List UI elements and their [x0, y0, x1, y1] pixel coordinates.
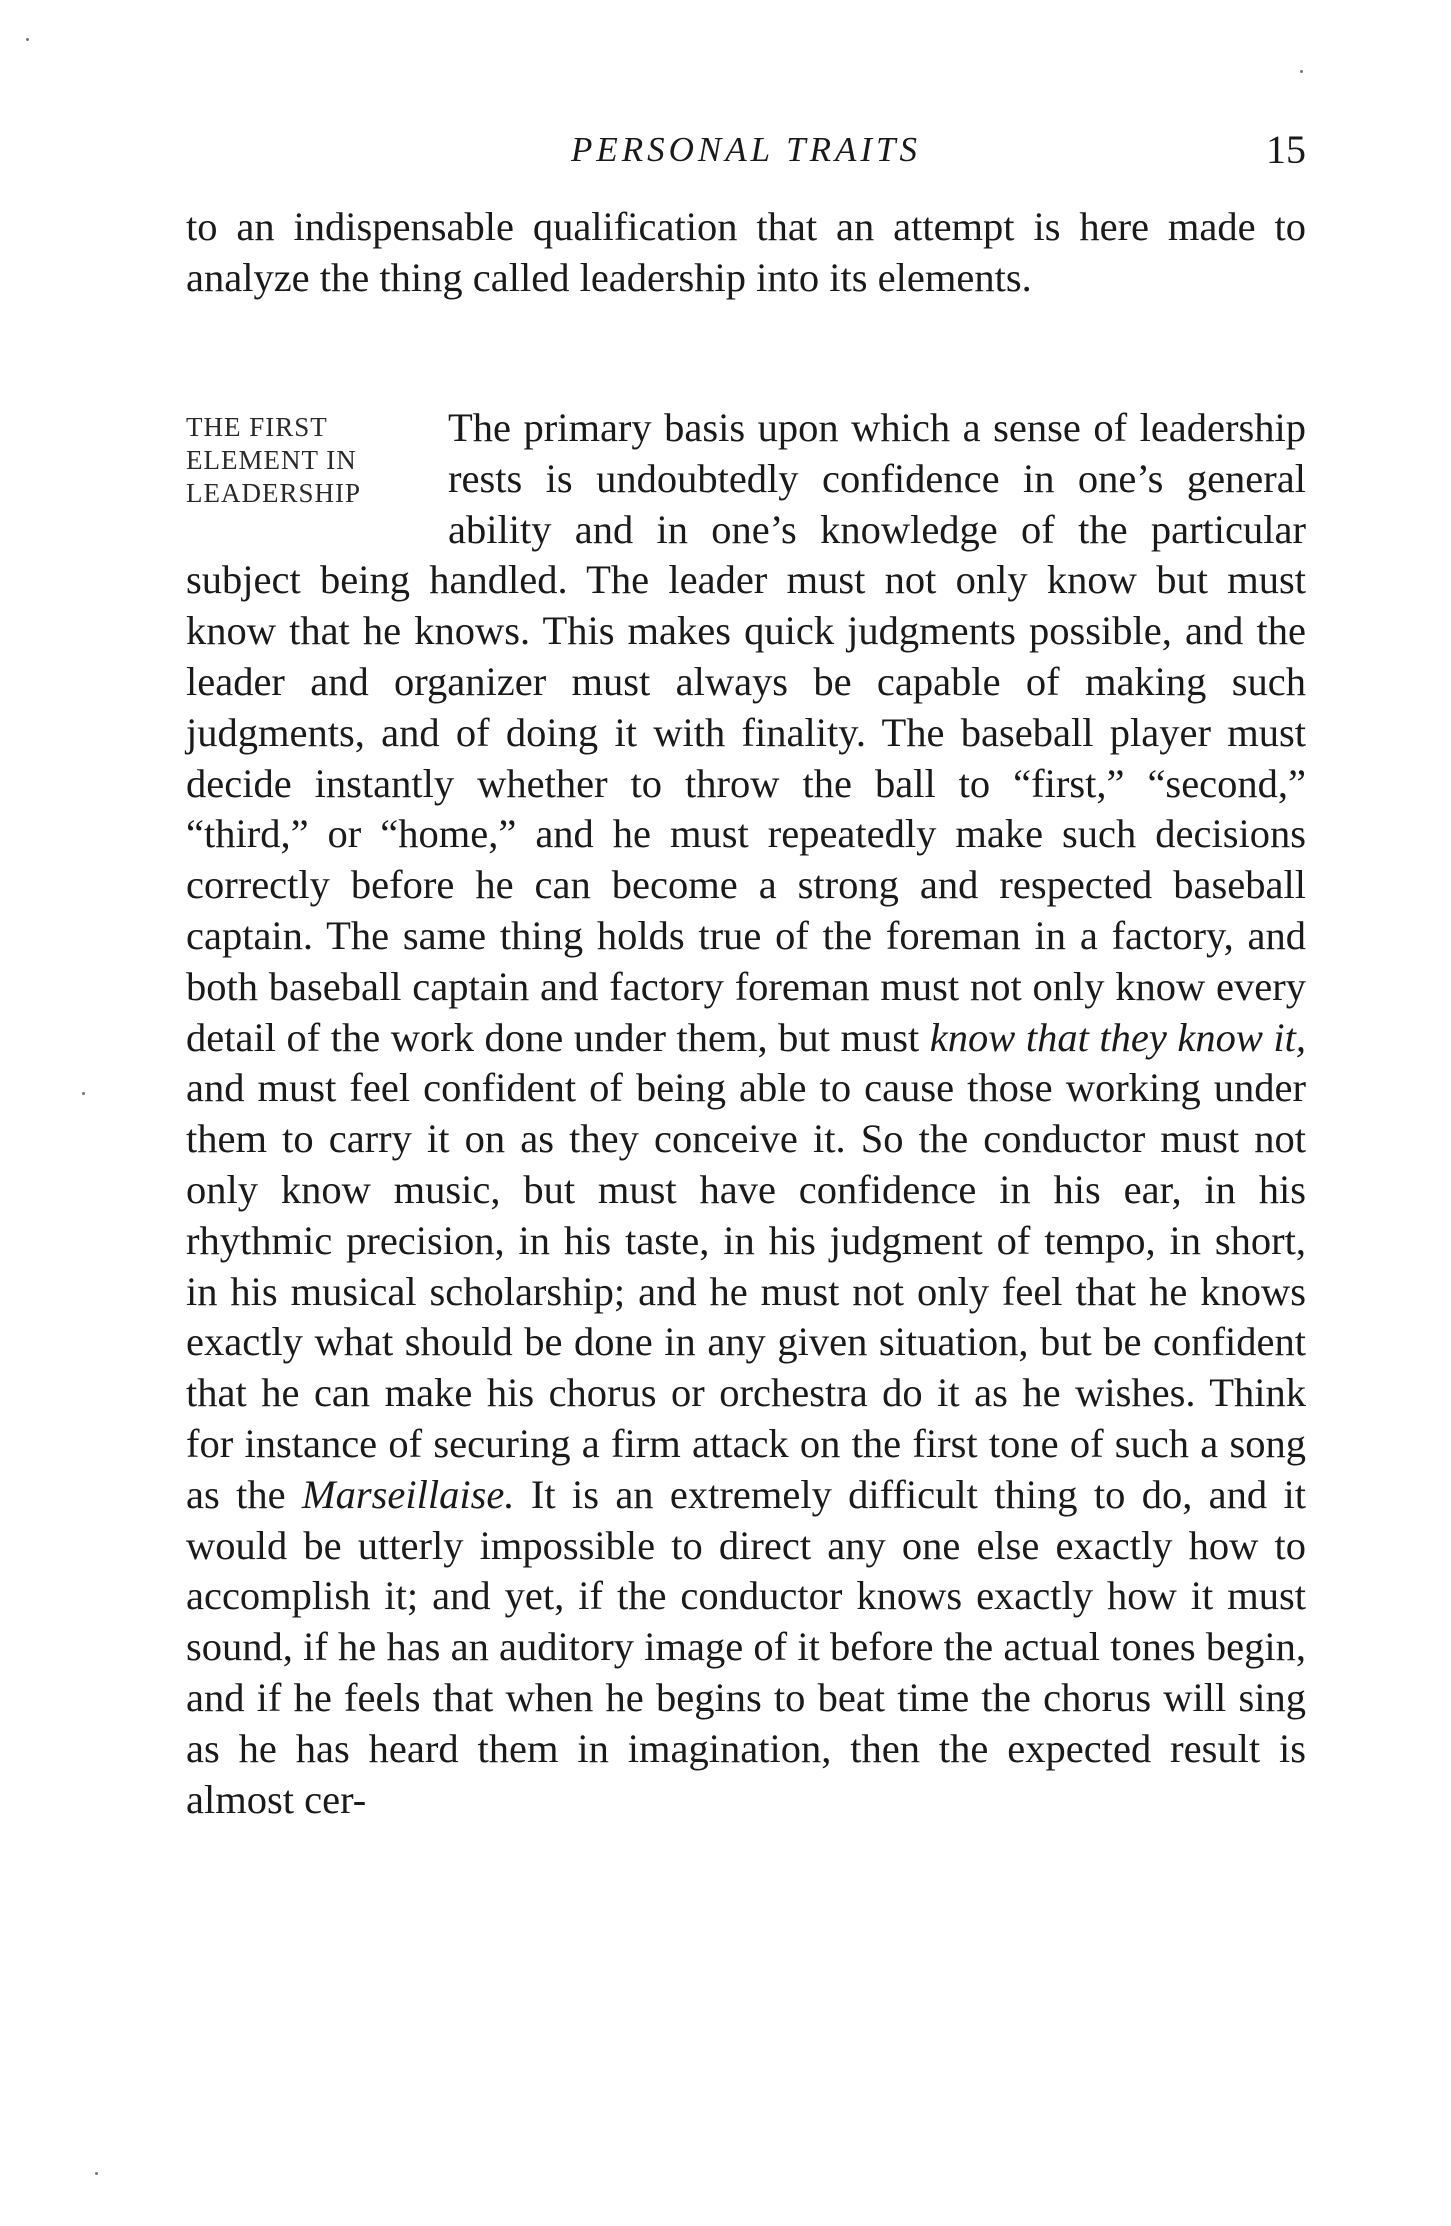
- intro-paragraph-block: [186, 202, 1306, 304]
- margin-heading-line-3: LEADERSHIP: [186, 478, 362, 508]
- margin-heading-line-2: ELEMENT IN: [186, 445, 357, 475]
- section-first-element: [186, 403, 1306, 1825]
- margin-heading-line-1: THE FIRST: [186, 412, 328, 442]
- intro-paragraph: to an indispensable qualification that an attempt is here made to analyze the thing called leadership into its elements.: [186, 204, 1306, 300]
- body-paragraph: [186, 403, 1306, 1825]
- page-number: 15: [1266, 127, 1306, 172]
- paper-speck: [26, 38, 29, 41]
- body-text-part-1: The primary basis upon which a sense of leadership rests is undoubtedly confidence in one’s general ability and in one’s knowledge of the particular subject being handled. The leader must not only know but must know that he knows. This makes quick judgments possible, and the leader and organizer must always be capable of making such judgments, and of doing it with finality. The baseball player must decide instantly whether to throw the ball to “first,” “second,” “third,” or “home,” and he must repeatedly make such decisions correctly before he can become a strong and respected baseball captain. The same thing holds true of the foreman in a factory, and both baseball captain and factory foreman must not only know every detail of the work done under them, but must: [186, 405, 1306, 1060]
- paper-speck: [1300, 70, 1303, 73]
- emphasis-marseillaise: Marseillaise.: [301, 1471, 515, 1517]
- running-head: [186, 120, 1306, 180]
- body-text-part-2: and must feel confident of being able to cause those working under them to carry it on as they conceive it. So the conductor must not only know music, but must have confidence in his ear, in his rhythmic precision, in his taste, in his judgment of tempo, in short, in his musical scholarship; and he must not only feel that he knows exactly what should be done in any given situation, but be confident that he can make his chorus or orchestra do it as he wishes. Think for instance of securing a firm attack on the first tone of such a song as the: [186, 1065, 1306, 1517]
- running-title: PERSONAL TRAITS: [570, 130, 922, 169]
- margin-heading: [186, 411, 448, 510]
- paper-speck: [95, 2172, 98, 2175]
- body-text-part-3: It is an extremely difficult thing to do, and it would be utterly impossible to direct any one else exactly how to accomplish it; and yet, if the conductor knows exactly how it must sound, if he has an auditory image of it before the actual tones begin, and if he feels that when he begins to beat time the chorus will sing as he has heard them in imagination, then the expected result is almost cer-: [186, 1471, 1306, 1822]
- emphasis-know-that-they-know-it: know that they know it,: [929, 1014, 1306, 1060]
- paper-speck: [82, 1092, 85, 1095]
